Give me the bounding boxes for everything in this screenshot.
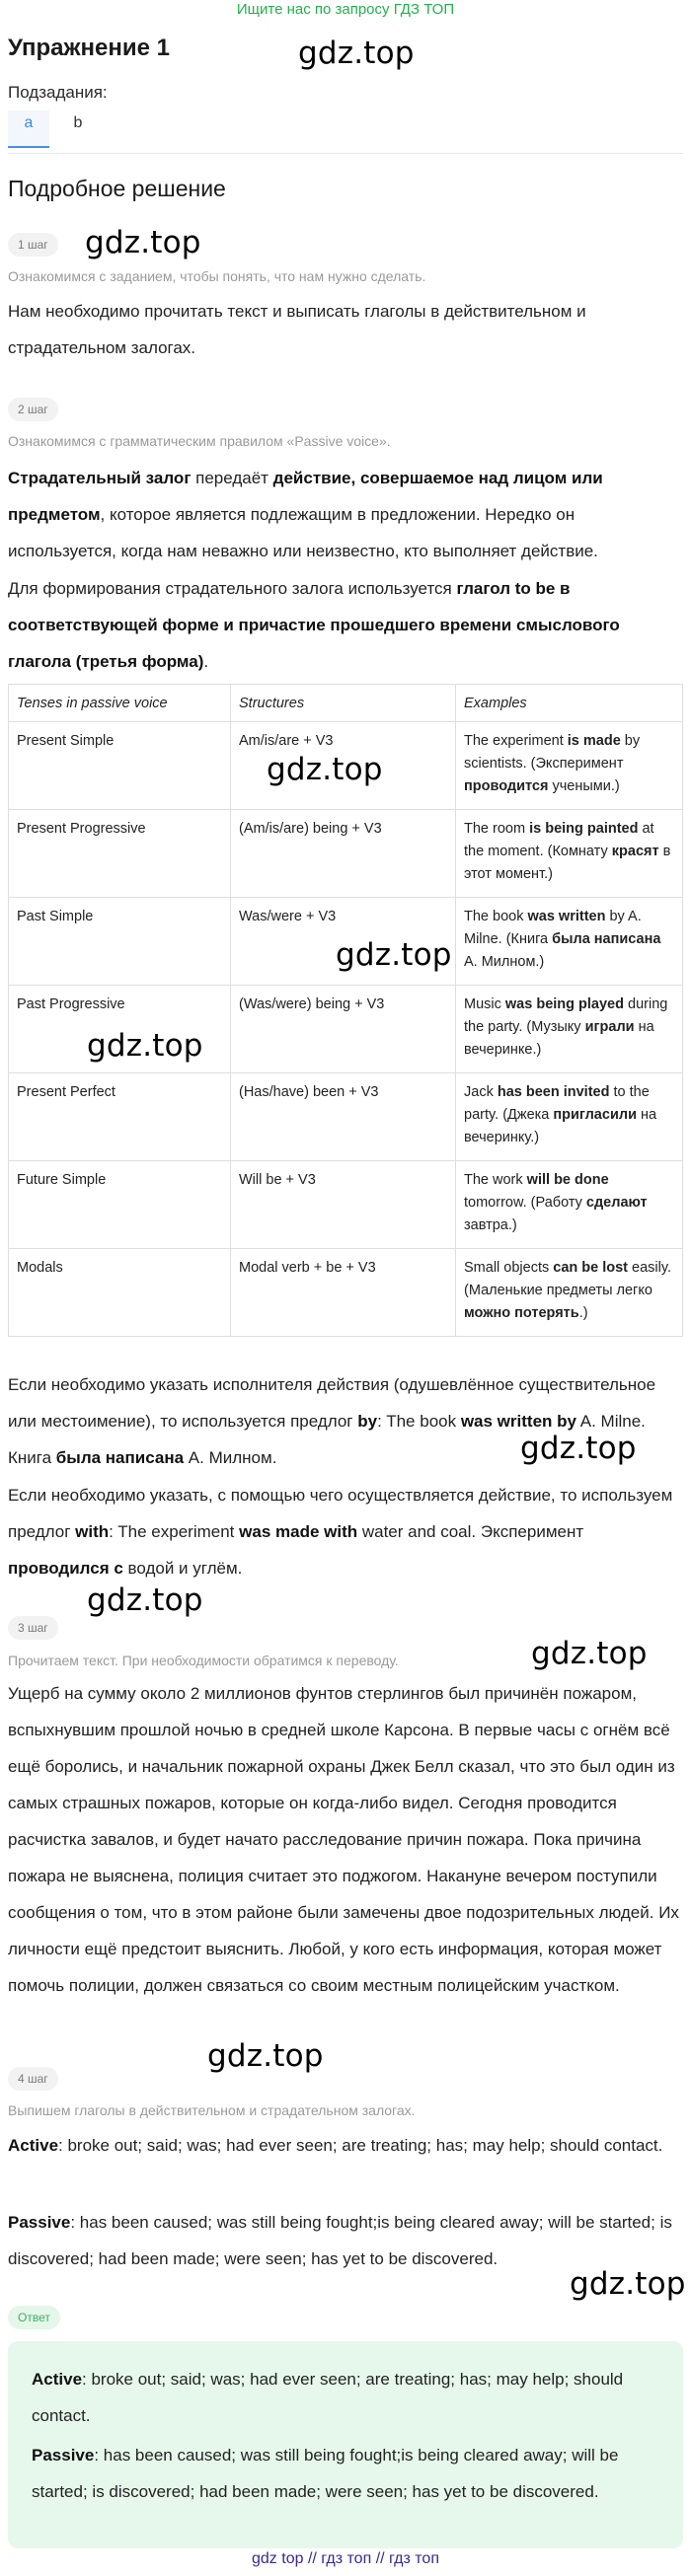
structure-cell: Modal verb + be + V3: [231, 1249, 456, 1337]
structure-cell: (Am/is/are) being + V3: [231, 810, 456, 898]
example-cell: The book was written by A. Milne. (Книга была написана А. Милном.): [456, 898, 683, 986]
tense-cell: Present Progressive: [9, 810, 231, 898]
example-cell: Jack has been invited to the party. (Джека пригласили на вечеринку.): [456, 1073, 683, 1161]
footer-link[interactable]: гдз топ: [389, 2550, 439, 2567]
translation-text: Ущерб на сумму около 2 миллионов фунтов стерлингов был причинён пожаром, вспыхнувшим прошлой ночью в средней школе Карсона. В первые часы с огнём всё ещё боролись, и начальник пожарной охраны Джек Белл сказал, что это был один из самых страшных пожаров, которые он когда-либо видел. Сегодня проводится расчистка завалов, и будет начато расследование причин пожара. Пока причина пожара не выяснена, полиция считает это поджогом. Накануне вечером поступили сообщения о том, что в этом районе были замечены двое подозрительных людей. Их личности ещё предстоит выяснить. Любой, у кого есть информация, которая может помочь полиции, должен связаться со своим местным полицейским участком.: [8, 1684, 679, 1995]
table-header: Tenses in passive voice: [9, 685, 231, 722]
watermark: gdz.top: [85, 225, 201, 260]
search-banner: Ищите нас по запросу ГДЗ ТОП: [236, 1, 455, 18]
footer-links: [0, 2550, 691, 2568]
tense-cell: Past Simple: [9, 898, 231, 986]
footer-separator: //: [307, 2550, 317, 2567]
example-cell: The experiment is made by scientists. (Эксперимент проводится учеными.): [456, 722, 683, 810]
term-formation: глагол to be в соответствующей форме и причастие прошедшего времени смыслового глагола (третья форма): [8, 579, 620, 671]
watermark: gdz.top: [336, 937, 452, 973]
step-4-active: Active: broke out; said; was; had ever seen; are treating; has; may help; should contact.: [8, 2136, 663, 2155]
step-2-hint: Ознакомимся с грамматическим правилом «Passive voice».: [8, 433, 391, 449]
subtasks-label: Подзадания:: [8, 83, 108, 102]
solution-heading: Подробное решение: [8, 176, 226, 201]
answer-passive: Passive: has been caused; was still being fought;is being cleared away; will be started; is discovered; had been made; were seen; has yet to be discovered.: [32, 2446, 619, 2501]
text: Для формирования страдательного залога используется: [8, 579, 457, 598]
table-row: [9, 1161, 683, 1249]
step-4-hint: Выпишем глаголы в действительном и страдательном залогах.: [8, 2102, 416, 2118]
structure-cell: Was/were + V3: [231, 898, 456, 986]
subtask-tabs: [8, 110, 91, 150]
step-4-badge: 4 шаг: [8, 2067, 58, 2091]
example-cell: The work will be done tomorrow. (Работу сделают завтра.): [456, 1161, 683, 1249]
table-header: Examples: [456, 685, 683, 722]
table-header: Structures: [231, 685, 456, 722]
step-1-badge: 1 шаг: [8, 233, 58, 257]
answer-badge: Ответ: [8, 2306, 60, 2329]
example-cell: Music was being played during the party. (Музыку играли на вечеринке.): [456, 986, 683, 1073]
by-paragraph: Если необходимо указать исполнителя действия (одушевлённое существительное или местоимение), то используется предлог by: The book was written by A. Milne. Книга была написана А. Милном.: [8, 1375, 656, 1467]
tense-cell: Modals: [9, 1249, 231, 1337]
step-2-badge: 2 шаг: [8, 398, 58, 421]
structure-cell: (Was/were) being + V3: [231, 986, 456, 1073]
term-action: действие, совершаемое над лицом или предметом: [8, 469, 603, 524]
watermark: gdz.top: [520, 1431, 637, 1466]
watermark: gdz.top: [531, 1636, 648, 1671]
structure-cell: Will be + V3: [231, 1161, 456, 1249]
text: .: [203, 652, 209, 671]
with-paragraph: Если необходимо указать, с помощью чего осуществляется действие, то используем предлог with: The experiment was made with water and coal. Эксперимент проводился с водой и углём.: [8, 1486, 673, 1578]
step-1-hint: Ознакомимся с заданием, чтобы понять, что нам нужно сделать.: [8, 268, 426, 284]
step-3-badge: 3 шаг: [8, 1616, 58, 1640]
term-passive: Страдательный залог: [8, 469, 192, 487]
tense-cell: Future Simple: [9, 1161, 231, 1249]
rule-paragraph-2: [8, 570, 683, 680]
example-cell: Small objects can be lost easily. (Маленькие предметы легко можно потерять.): [456, 1249, 683, 1337]
rule-paragraph-1: [8, 460, 683, 569]
divider: [8, 153, 683, 154]
answer-active: Active: broke out; said; was; had ever seen; are treating; has; may help; should contact.: [32, 2370, 624, 2425]
watermark: gdz.top: [87, 1028, 203, 1064]
footer-separator: //: [375, 2550, 385, 2567]
tab-b[interactable]: b: [73, 114, 83, 131]
page-title: Упражнение 1: [8, 35, 170, 61]
structure-cell: Am/is/are + V3: [231, 722, 456, 810]
text: передаёт: [191, 469, 273, 487]
watermark: gdz.top: [570, 2266, 686, 2302]
answer-box: [8, 2341, 683, 2548]
table-row: [9, 1073, 683, 1161]
structure-cell: (Has/have) been + V3: [231, 1073, 456, 1161]
step-4-passive: Passive: has been caused; was still being fought;is being cleared away; will be started; is discovered; had been made; were seen; has yet to be discovered.: [8, 2213, 672, 2268]
tense-cell: Present Perfect: [9, 1073, 231, 1161]
table-header-row: [9, 685, 683, 722]
tense-cell: Past Progressive: [9, 986, 231, 1073]
text: , которое является подлежащим в предложении. Нередко он используется, когда нам неважно или неизвестно, кто выполняет действие.: [8, 505, 598, 560]
watermark: gdz.top: [267, 752, 383, 787]
table-row: [9, 810, 683, 898]
step-3-hint: Прочитаем текст. При необходимости обратимся к переводу.: [8, 1653, 399, 1668]
watermark: gdz.top: [298, 36, 415, 71]
watermark: gdz.top: [207, 2038, 324, 2074]
example-cell: The room is being painted at the moment. (Комнату красят в этот момент.): [456, 810, 683, 898]
step-1-text: Нам необходимо прочитать текст и выписать глаголы в действительном и страдательном залогах.: [8, 302, 586, 357]
table-row: [9, 1249, 683, 1337]
watermark: gdz.top: [87, 1582, 203, 1618]
footer-link[interactable]: гдз топ: [321, 2550, 372, 2567]
tab-a[interactable]: a: [8, 110, 49, 148]
footer-link[interactable]: gdz top: [252, 2550, 304, 2567]
tense-cell: Present Simple: [9, 722, 231, 810]
